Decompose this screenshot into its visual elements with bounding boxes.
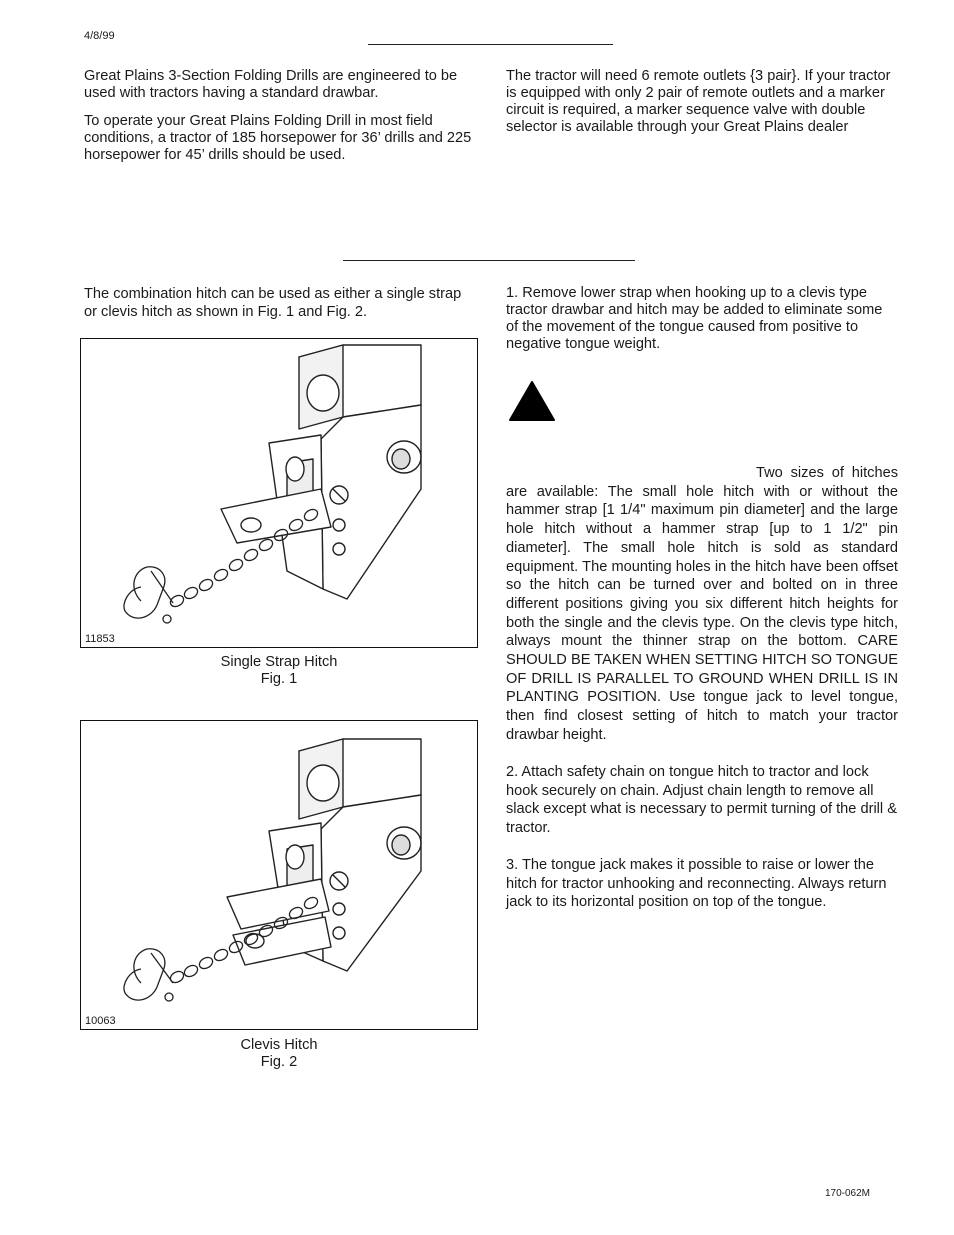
clevis-hitch-illustration [81,721,477,1029]
figure-1-label: Fig. 1 [260,671,298,687]
section-heading-rule-hitch [343,260,635,261]
document-code: 170-062M [824,1188,870,1199]
page-date: 4/8/99 [84,30,115,42]
single-strap-hitch-illustration [81,339,477,647]
step-2-paragraph: 2. Attach safety chain on tongue hitch to tractor and lock hook securely on chain. Adjust chain length to remove all slack except what is necessary to permit turning of the drill & tractor. [506,764,897,837]
tractor-outlets-paragraph: The tractor will need 6 remote outlets {3 pair}. If your tractor is equipped with only 2 pair of remote outlets and a marker circuit is required, a marker sequence valve with double selector is available through your Great Plains dealer [506,68,891,135]
section-heading-rule-top [368,44,613,45]
figure-2-label: Fig. 2 [260,1054,298,1070]
hitch-intro-paragraph: The combination hitch can be used as either a single strap or clevis hitch as shown in Fig. 1 and Fig. 2. [84,286,462,320]
warning-triangle-icon [508,380,556,427]
figure-1-caption: Single Strap Hitch [220,654,338,670]
intro-paragraph-2: To operate your Great Plains Folding Drill in most field conditions, a tractor of 185 horsepower for 36’ drills and 225 horsepower for 45’ drills should be used. [84,113,472,163]
figure-2-number: 10063 [85,1015,116,1027]
figure-2-caption: Clevis Hitch [240,1037,318,1053]
figure-clevis-hitch [80,720,478,1030]
intro-paragraph-1: Great Plains 3-Section Folding Drills are engineered to be used with tractors having a standard drawbar. [84,68,458,101]
step-3-paragraph: 3. The tongue jack makes it possible to raise or lower the hitch for tractor unhooking and reconnecting. Always return jack to its horizontal position on top of the tongue. [506,857,887,911]
hitch-sizes-paragraph: Two sizes of hitches are available: The small hole hitch with or without the hammer strap [1 1/4" maximum pin diameter] and the large hole hitch without a hammer strap [up to 1 1/2" pin diameter]. The small hole hitch is sold as standard equipment. The mounting holes in the hitch have been offset so the hitch can be turned over and bolted on in three different positions giving you six different hitch heights for both the single and the clevis type. On the clevis type hitch, always mount the thinner strap on the bottom. CARE SHOULD BE TAKEN WHEN SETTING HITCH SO TONGUE OF DRILL IS PARALLEL TO GROUND WHEN DRILL IS IN PLANTING POSITION. Use tongue jack to level tongue, then find closest setting of hitch to match your tractor drawbar height. [506,465,898,743]
figure-1-number: 11853 [85,633,115,645]
figure-single-strap-hitch [80,338,478,648]
step-1-paragraph: 1. Remove lower strap when hooking up to a clevis type tractor drawbar and hitch may be added to eliminate some of the movement of the tongue caused from positive to negative tongue weight. [506,285,883,352]
